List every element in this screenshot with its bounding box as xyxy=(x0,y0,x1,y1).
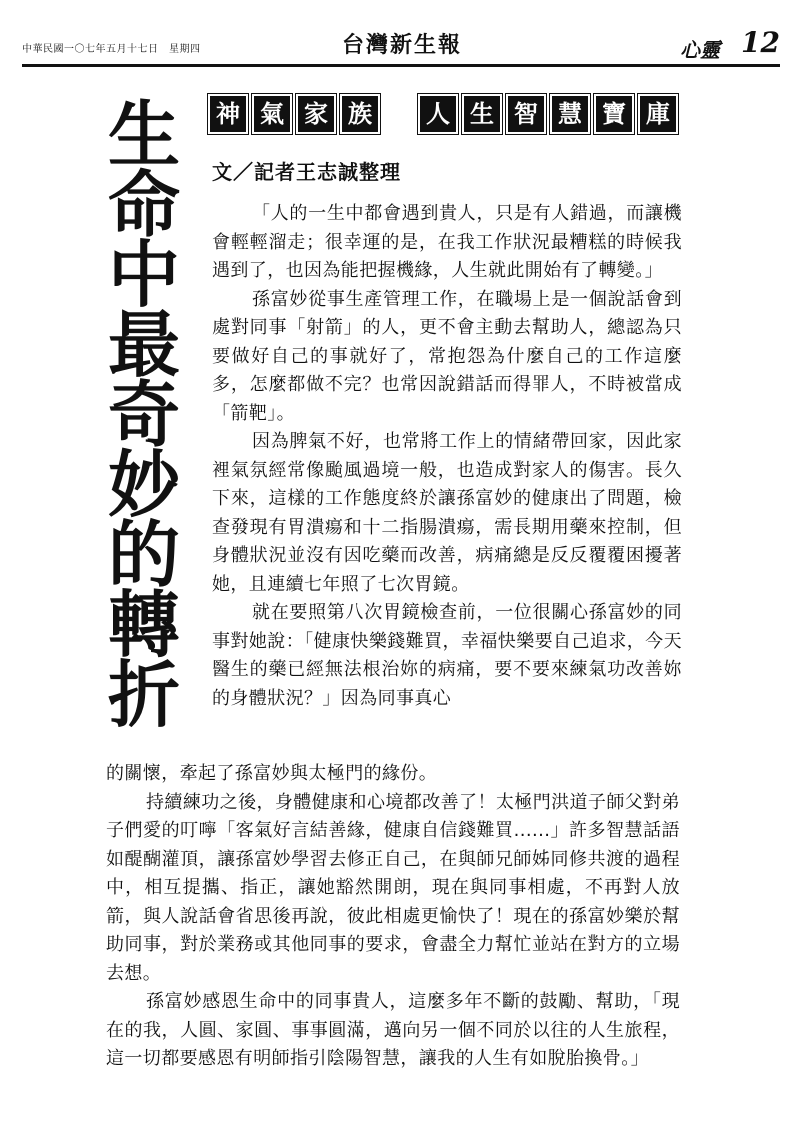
kicker-char: 人 xyxy=(418,94,458,134)
title-char: 中 xyxy=(107,233,180,317)
paragraph: 的關懷，牽起了孫富妙與太極門的緣份。 xyxy=(106,763,438,784)
newspaper-name: 台灣新生報 xyxy=(342,32,463,58)
issue-date: 中華民國一〇七年五月十七日 星期四 xyxy=(22,44,201,55)
byline: 文／記者王志誠整理 xyxy=(212,160,401,184)
kicker-char: 智 xyxy=(506,94,546,134)
title-char: 最 xyxy=(107,303,180,387)
page-header xyxy=(22,28,780,68)
paragraph: 「人的一生中都會遇到貴人，只是有人錯過，而讓機會輕輕溜走；很幸運的是，在我工作狀況最糟糕的時候我遇到了，也因為能把握機緣，人生就此開始有了轉變。」 xyxy=(212,203,682,281)
kicker-char: 生 xyxy=(462,94,502,134)
article-title xyxy=(96,93,192,737)
article-full-width xyxy=(106,760,680,1074)
kicker-char: 家 xyxy=(296,94,336,134)
kicker-char: 慧 xyxy=(550,94,590,134)
title-char: 命 xyxy=(107,163,180,247)
paragraph: 持續練功之後，身體健康和心境都改善了！太極門洪道子師父對弟子們愛的叮嚀「客氣好言結善緣，健康自信錢難買......」許多智慧話語如醍醐灌頂，讓孫富妙學習去修正自己，在與師兄師姊同修共渡的過程中，相互提攜、指正，讓她豁然開朗，現在與同事相處，不再對人放箭，與人說話會省思後再說，彼此相處更愉快了！現在的孫富妙樂於幫助同事，對於業務或其他同事的要求，會盡全力幫忙並站在對方的立場去想。 xyxy=(106,791,680,984)
kicker-char: 神 xyxy=(208,94,248,134)
title-char: 妙 xyxy=(107,443,180,527)
article-column xyxy=(212,200,682,713)
title-char: 轉 xyxy=(107,583,180,667)
column-kickers xyxy=(208,94,678,134)
paragraph: 就在要照第八次胃鏡檢查前，一位很關心孫富妙的同事對她說：「健康快樂錢難買，幸福快樂要自己追求，今天醫生的藥已經無法根治妳的病痛，要不要來練氣功改善妳的身體狀況？」因為同事真心 xyxy=(212,602,682,709)
paragraph: 因為脾氣不好，也常將工作上的情緒帶回家，因此家裡氣氛經常像颱風過境一般，也造成對家人的傷害。長久下來，這樣的工作態度終於讓孫富妙的健康出了問題，檢查發現有胃潰瘍和十二指腸潰瘍，需長期用藥來控制，但身體狀況並沒有因吃藥而改善，病痛總是反反覆覆困擾著她，且連續七年照了七次胃鏡。 xyxy=(212,431,682,595)
kicker-char: 寶 xyxy=(594,94,634,134)
section-name: 心靈 xyxy=(680,38,720,62)
title-char: 奇 xyxy=(107,373,180,457)
kicker-family xyxy=(208,94,380,134)
title-char: 生 xyxy=(107,93,180,177)
paragraph: 孫富妙感恩生命中的同事貴人，這麼多年不斷的鼓勵、幫助，「現在的我，人圓、家圓、事事圓滿，邁向另一個不同於以往的人生旅程，這一切都要感恩有明師指引陰陽智慧，讓我的人生有如脫胎換骨。」 xyxy=(106,991,680,1069)
paragraph: 孫富妙從事生產管理工作，在職場上是一個說話會到處對同事「射箭」的人，更不會主動去幫助人，總認為只要做好自己的事就好了，常抱怨為什麼自己的工作這麼多，怎麼都做不完？也常因說錯話而得罪人，不時被當成「箭靶」。 xyxy=(212,288,682,424)
header-rule xyxy=(22,64,780,67)
page-number: 12 xyxy=(741,26,780,59)
kicker-wisdom xyxy=(418,94,678,134)
kicker-char: 氣 xyxy=(252,94,292,134)
kicker-char: 族 xyxy=(340,94,380,134)
title-char: 的 xyxy=(107,513,180,597)
kicker-char: 庫 xyxy=(638,94,678,134)
title-char: 折 xyxy=(107,653,180,737)
